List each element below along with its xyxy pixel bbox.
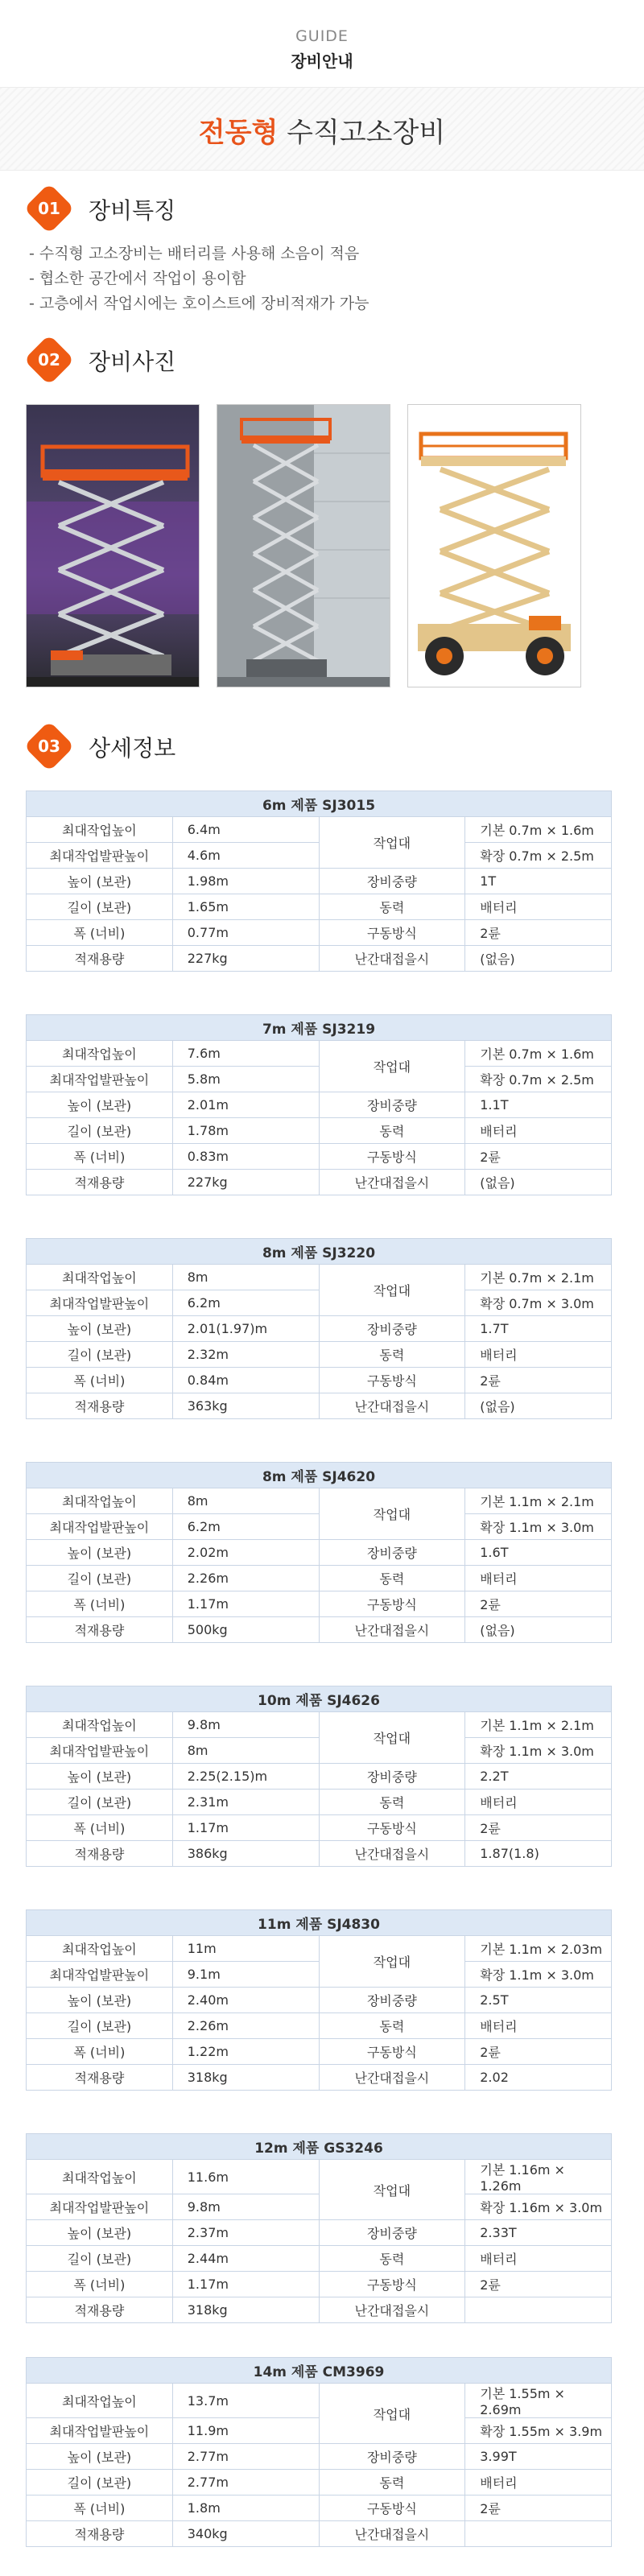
section-number: 01 [38, 199, 60, 218]
label-width: 폭 (너비) [27, 920, 173, 946]
label-height: 높이 (보관) [27, 1988, 173, 2013]
label-rail: 난간대접을시 [319, 1393, 465, 1419]
section-photos-header [24, 335, 588, 385]
value-platform-basic: 기본 1.1m × 2.03m [465, 1936, 612, 1962]
page-header [0, 0, 644, 87]
label-width: 폭 (너비) [27, 1591, 173, 1617]
label-drive: 구동방식 [319, 2496, 465, 2521]
label-load: 적재용량 [27, 2521, 173, 2547]
value-load: 500kg [172, 1617, 319, 1643]
section-number: 03 [38, 737, 60, 756]
page-subtitle: 장비안내 [291, 52, 353, 71]
label-load: 적재용량 [27, 1841, 173, 1867]
value-height: 1.98m [172, 869, 319, 894]
label-rail: 난간대접을시 [319, 1841, 465, 1867]
label-width: 폭 (너비) [27, 2272, 173, 2297]
label-max-height: 최대작업높이 [27, 1712, 173, 1738]
title-banner [0, 87, 644, 171]
value-width: 0.77m [172, 920, 319, 946]
label-max-platform: 최대작업발판높이 [27, 1738, 173, 1764]
page-title [0, 110, 644, 150]
value-weight: 1.6T [465, 1540, 612, 1566]
value-height: 2.01(1.97)m [172, 1316, 319, 1342]
label-weight: 장비중량 [319, 2444, 465, 2470]
value-platform-ext: 확장 1.1m × 3.0m [465, 1514, 612, 1540]
label-max-platform: 최대작업발판높이 [27, 843, 173, 869]
label-power: 동력 [319, 1118, 465, 1144]
value-rail: (없음) [465, 1617, 612, 1643]
value-max-height: 6.4m [172, 817, 319, 843]
spec-caption: 12m 제품 GS3246 [27, 2134, 612, 2160]
label-load: 적재용량 [27, 2065, 173, 2091]
value-drive: 2륜 [465, 2496, 612, 2521]
label-max-platform: 최대작업발판높이 [27, 1067, 173, 1092]
value-max-height: 11.6m [172, 2160, 319, 2194]
value-width: 0.83m [172, 1144, 319, 1170]
label-platform: 작업대 [319, 1712, 465, 1764]
value-weight: 2.33T [465, 2220, 612, 2246]
value-height: 2.01m [172, 1092, 319, 1118]
label-power: 동력 [319, 1790, 465, 1815]
spec-caption: 7m 제품 SJ3219 [27, 1015, 612, 1041]
value-max-platform: 6.2m [172, 1514, 319, 1540]
value-max-platform: 6.2m [172, 1290, 319, 1316]
value-power: 배터리 [465, 2470, 612, 2496]
value-drive: 2륜 [465, 2039, 612, 2065]
section-details-header [24, 721, 588, 771]
value-length: 2.44m [172, 2246, 319, 2272]
spec-table [26, 1014, 612, 1195]
value-width: 1.17m [172, 2272, 319, 2297]
label-load: 적재용량 [27, 1393, 173, 1419]
value-height: 2.37m [172, 2220, 319, 2246]
value-drive: 2륜 [465, 920, 612, 946]
spec-caption: 14m 제품 CM3969 [27, 2358, 612, 2384]
spec-caption: 8m 제품 SJ4620 [27, 1463, 612, 1488]
value-width: 0.84m [172, 1368, 319, 1393]
value-platform-basic: 기본 0.7m × 1.6m [465, 1041, 612, 1067]
value-rail [465, 2297, 612, 2323]
value-max-height: 11m [172, 1936, 319, 1962]
label-max-platform: 최대작업발판높이 [27, 1290, 173, 1316]
value-platform-ext: 확장 1.1m × 3.0m [465, 1738, 612, 1764]
value-drive: 2륜 [465, 1144, 612, 1170]
value-max-platform: 9.8m [172, 2194, 319, 2220]
label-height: 높이 (보관) [27, 1316, 173, 1342]
value-platform-ext: 확장 1.16m × 3.0m [465, 2194, 612, 2220]
label-platform: 작업대 [319, 2160, 465, 2220]
label-length: 길이 (보관) [27, 1790, 173, 1815]
label-power: 동력 [319, 2470, 465, 2496]
title-accent: 전동형 [198, 117, 279, 149]
spec-table [26, 791, 612, 972]
value-load: 340kg [172, 2521, 319, 2547]
label-load: 적재용량 [27, 2297, 173, 2323]
value-power: 배터리 [465, 1566, 612, 1591]
value-power: 배터리 [465, 1118, 612, 1144]
label-load: 적재용량 [27, 946, 173, 972]
feature-item: - 협소한 공간에서 작업이 용이함 [29, 270, 246, 287]
value-width: 1.17m [172, 1591, 319, 1617]
label-length: 길이 (보관) [27, 1342, 173, 1368]
label-drive: 구동방식 [319, 920, 465, 946]
value-drive: 2륜 [465, 1591, 612, 1617]
photo-lift-1 [26, 404, 200, 687]
spec-caption: 6m 제품 SJ3015 [27, 791, 612, 817]
label-weight: 장비중량 [319, 1764, 465, 1790]
value-max-height: 8m [172, 1488, 319, 1514]
label-rail: 난간대접을시 [319, 946, 465, 972]
value-platform-ext: 확장 0.7m × 2.5m [465, 843, 612, 869]
label-height: 높이 (보관) [27, 1092, 173, 1118]
label-weight: 장비중량 [319, 1540, 465, 1566]
label-rail: 난간대접을시 [319, 1617, 465, 1643]
value-rail: 1.87(1.8) [465, 1841, 612, 1867]
value-rail: (없음) [465, 1393, 612, 1419]
label-platform: 작업대 [319, 1041, 465, 1092]
label-length: 길이 (보관) [27, 894, 173, 920]
value-weight: 1.1T [465, 1092, 612, 1118]
label-max-height: 최대작업높이 [27, 1041, 173, 1067]
spec-table [26, 1909, 612, 2091]
label-max-height: 최대작업높이 [27, 1488, 173, 1514]
label-length: 길이 (보관) [27, 2246, 173, 2272]
label-power: 동력 [319, 894, 465, 920]
label-rail: 난간대접을시 [319, 2297, 465, 2323]
value-power: 배터리 [465, 894, 612, 920]
spec-table [26, 2133, 612, 2323]
value-max-height: 8m [172, 1265, 319, 1290]
label-width: 폭 (너비) [27, 1368, 173, 1393]
value-height: 2.02m [172, 1540, 319, 1566]
value-platform-ext: 확장 0.7m × 3.0m [465, 1290, 612, 1316]
value-power: 배터리 [465, 1790, 612, 1815]
value-load: 318kg [172, 2065, 319, 2091]
value-power: 배터리 [465, 1342, 612, 1368]
label-width: 폭 (너비) [27, 2496, 173, 2521]
value-length: 2.26m [172, 1566, 319, 1591]
label-rail: 난간대접을시 [319, 2065, 465, 2091]
label-width: 폭 (너비) [27, 2039, 173, 2065]
feature-list [29, 242, 609, 316]
section-title: 장비특징 [89, 197, 176, 224]
guide-label: GUIDE [295, 27, 349, 45]
label-power: 동력 [319, 2246, 465, 2272]
value-power: 배터리 [465, 2246, 612, 2272]
value-drive: 2륜 [465, 1815, 612, 1841]
label-drive: 구동방식 [319, 2039, 465, 2065]
value-platform-basic: 기본 1.1m × 2.1m [465, 1488, 612, 1514]
label-max-height: 최대작업높이 [27, 2160, 173, 2194]
label-platform: 작업대 [319, 1936, 465, 1988]
label-drive: 구동방식 [319, 2272, 465, 2297]
value-height: 2.25(2.15)m [172, 1764, 319, 1790]
photo-gallery [26, 404, 589, 687]
section-title: 상세정보 [89, 735, 176, 762]
label-weight: 장비중량 [319, 2220, 465, 2246]
label-max-platform: 최대작업발판높이 [27, 2418, 173, 2444]
label-drive: 구동방식 [319, 1144, 465, 1170]
value-max-platform: 8m [172, 1738, 319, 1764]
value-max-height: 7.6m [172, 1041, 319, 1067]
label-height: 높이 (보관) [27, 1764, 173, 1790]
label-height: 높이 (보관) [27, 1540, 173, 1566]
label-weight: 장비중량 [319, 1988, 465, 2013]
value-platform-basic: 기본 1.16m × 1.26m [465, 2160, 612, 2194]
spec-table [26, 1462, 612, 1643]
value-max-platform: 5.8m [172, 1067, 319, 1092]
label-max-height: 최대작업높이 [27, 817, 173, 843]
value-platform-basic: 기본 1.1m × 2.1m [465, 1712, 612, 1738]
label-height: 높이 (보관) [27, 2220, 173, 2246]
label-platform: 작업대 [319, 1488, 465, 1540]
value-weight: 1T [465, 869, 612, 894]
spec-caption: 8m 제품 SJ3220 [27, 1239, 612, 1265]
value-load: 227kg [172, 1170, 319, 1195]
value-max-height: 9.8m [172, 1712, 319, 1738]
label-length: 길이 (보관) [27, 2470, 173, 2496]
label-load: 적재용량 [27, 1170, 173, 1195]
label-power: 동력 [319, 1566, 465, 1591]
value-max-height: 13.7m [172, 2384, 319, 2418]
value-weight: 2.2T [465, 1764, 612, 1790]
label-max-platform: 최대작업발판높이 [27, 2194, 173, 2220]
value-weight: 3.99T [465, 2444, 612, 2470]
value-width: 1.17m [172, 1815, 319, 1841]
value-length: 2.77m [172, 2470, 319, 2496]
value-platform-basic: 기본 0.7m × 2.1m [465, 1265, 612, 1290]
label-load: 적재용량 [27, 1617, 173, 1643]
value-weight: 2.5T [465, 1988, 612, 2013]
value-platform-basic: 기본 1.55m × 2.69m [465, 2384, 612, 2418]
value-length: 2.31m [172, 1790, 319, 1815]
title-rest: 수직고소장비 [278, 117, 446, 149]
label-weight: 장비중량 [319, 1316, 465, 1342]
label-weight: 장비중량 [319, 869, 465, 894]
value-rail: (없음) [465, 1170, 612, 1195]
value-max-platform: 11.9m [172, 2418, 319, 2444]
value-load: 318kg [172, 2297, 319, 2323]
feature-item: - 고층에서 작업시에는 호이스트에 장비적재가 가능 [29, 295, 369, 312]
label-drive: 구동방식 [319, 1368, 465, 1393]
label-rail: 난간대접을시 [319, 1170, 465, 1195]
label-power: 동력 [319, 2013, 465, 2039]
spec-caption: 10m 제품 SJ4626 [27, 1686, 612, 1712]
photo-lift-3 [407, 404, 581, 687]
value-height: 2.40m [172, 1988, 319, 2013]
label-width: 폭 (너비) [27, 1815, 173, 1841]
label-height: 높이 (보관) [27, 2444, 173, 2470]
label-platform: 작업대 [319, 2384, 465, 2444]
value-drive: 2륜 [465, 2272, 612, 2297]
label-rail: 난간대접을시 [319, 2521, 465, 2547]
value-height: 2.77m [172, 2444, 319, 2470]
spec-caption: 11m 제품 SJ4830 [27, 1910, 612, 1936]
value-max-platform: 4.6m [172, 843, 319, 869]
value-power: 배터리 [465, 2013, 612, 2039]
value-load: 227kg [172, 946, 319, 972]
label-max-platform: 최대작업발판높이 [27, 1514, 173, 1540]
section-number: 02 [38, 350, 60, 369]
section-features-header [24, 184, 588, 233]
value-length: 1.78m [172, 1118, 319, 1144]
value-width: 1.22m [172, 2039, 319, 2065]
section-title: 장비사진 [89, 349, 176, 375]
value-max-platform: 9.1m [172, 1962, 319, 1988]
label-length: 길이 (보관) [27, 2013, 173, 2039]
value-weight: 1.7T [465, 1316, 612, 1342]
value-width: 1.8m [172, 2496, 319, 2521]
label-weight: 장비중량 [319, 1092, 465, 1118]
value-platform-basic: 기본 0.7m × 1.6m [465, 817, 612, 843]
value-platform-ext: 확장 0.7m × 2.5m [465, 1067, 612, 1092]
label-length: 길이 (보관) [27, 1118, 173, 1144]
label-height: 높이 (보관) [27, 869, 173, 894]
spec-table [26, 1686, 612, 1867]
label-length: 길이 (보관) [27, 1566, 173, 1591]
spec-table [26, 2357, 612, 2547]
value-rail [465, 2521, 612, 2547]
label-max-platform: 최대작업발판높이 [27, 1962, 173, 1988]
value-platform-ext: 확장 1.1m × 3.0m [465, 1962, 612, 1988]
value-load: 386kg [172, 1841, 319, 1867]
label-drive: 구동방식 [319, 1815, 465, 1841]
label-width: 폭 (너비) [27, 1144, 173, 1170]
label-max-height: 최대작업높이 [27, 1936, 173, 1962]
value-load: 363kg [172, 1393, 319, 1419]
label-drive: 구동방식 [319, 1591, 465, 1617]
spec-table [26, 1238, 612, 1419]
value-rail: 2.02 [465, 2065, 612, 2091]
value-length: 2.26m [172, 2013, 319, 2039]
label-max-height: 최대작업높이 [27, 2384, 173, 2418]
label-platform: 작업대 [319, 1265, 465, 1316]
label-platform: 작업대 [319, 817, 465, 869]
value-drive: 2륜 [465, 1368, 612, 1393]
value-length: 1.65m [172, 894, 319, 920]
feature-item: - 수직형 고소장비는 배터리를 사용해 소음이 적음 [29, 245, 360, 262]
value-rail: (없음) [465, 946, 612, 972]
label-max-height: 최대작업높이 [27, 1265, 173, 1290]
value-platform-ext: 확장 1.55m × 3.9m [465, 2418, 612, 2444]
photo-lift-2 [217, 404, 390, 687]
value-length: 2.32m [172, 1342, 319, 1368]
label-power: 동력 [319, 1342, 465, 1368]
